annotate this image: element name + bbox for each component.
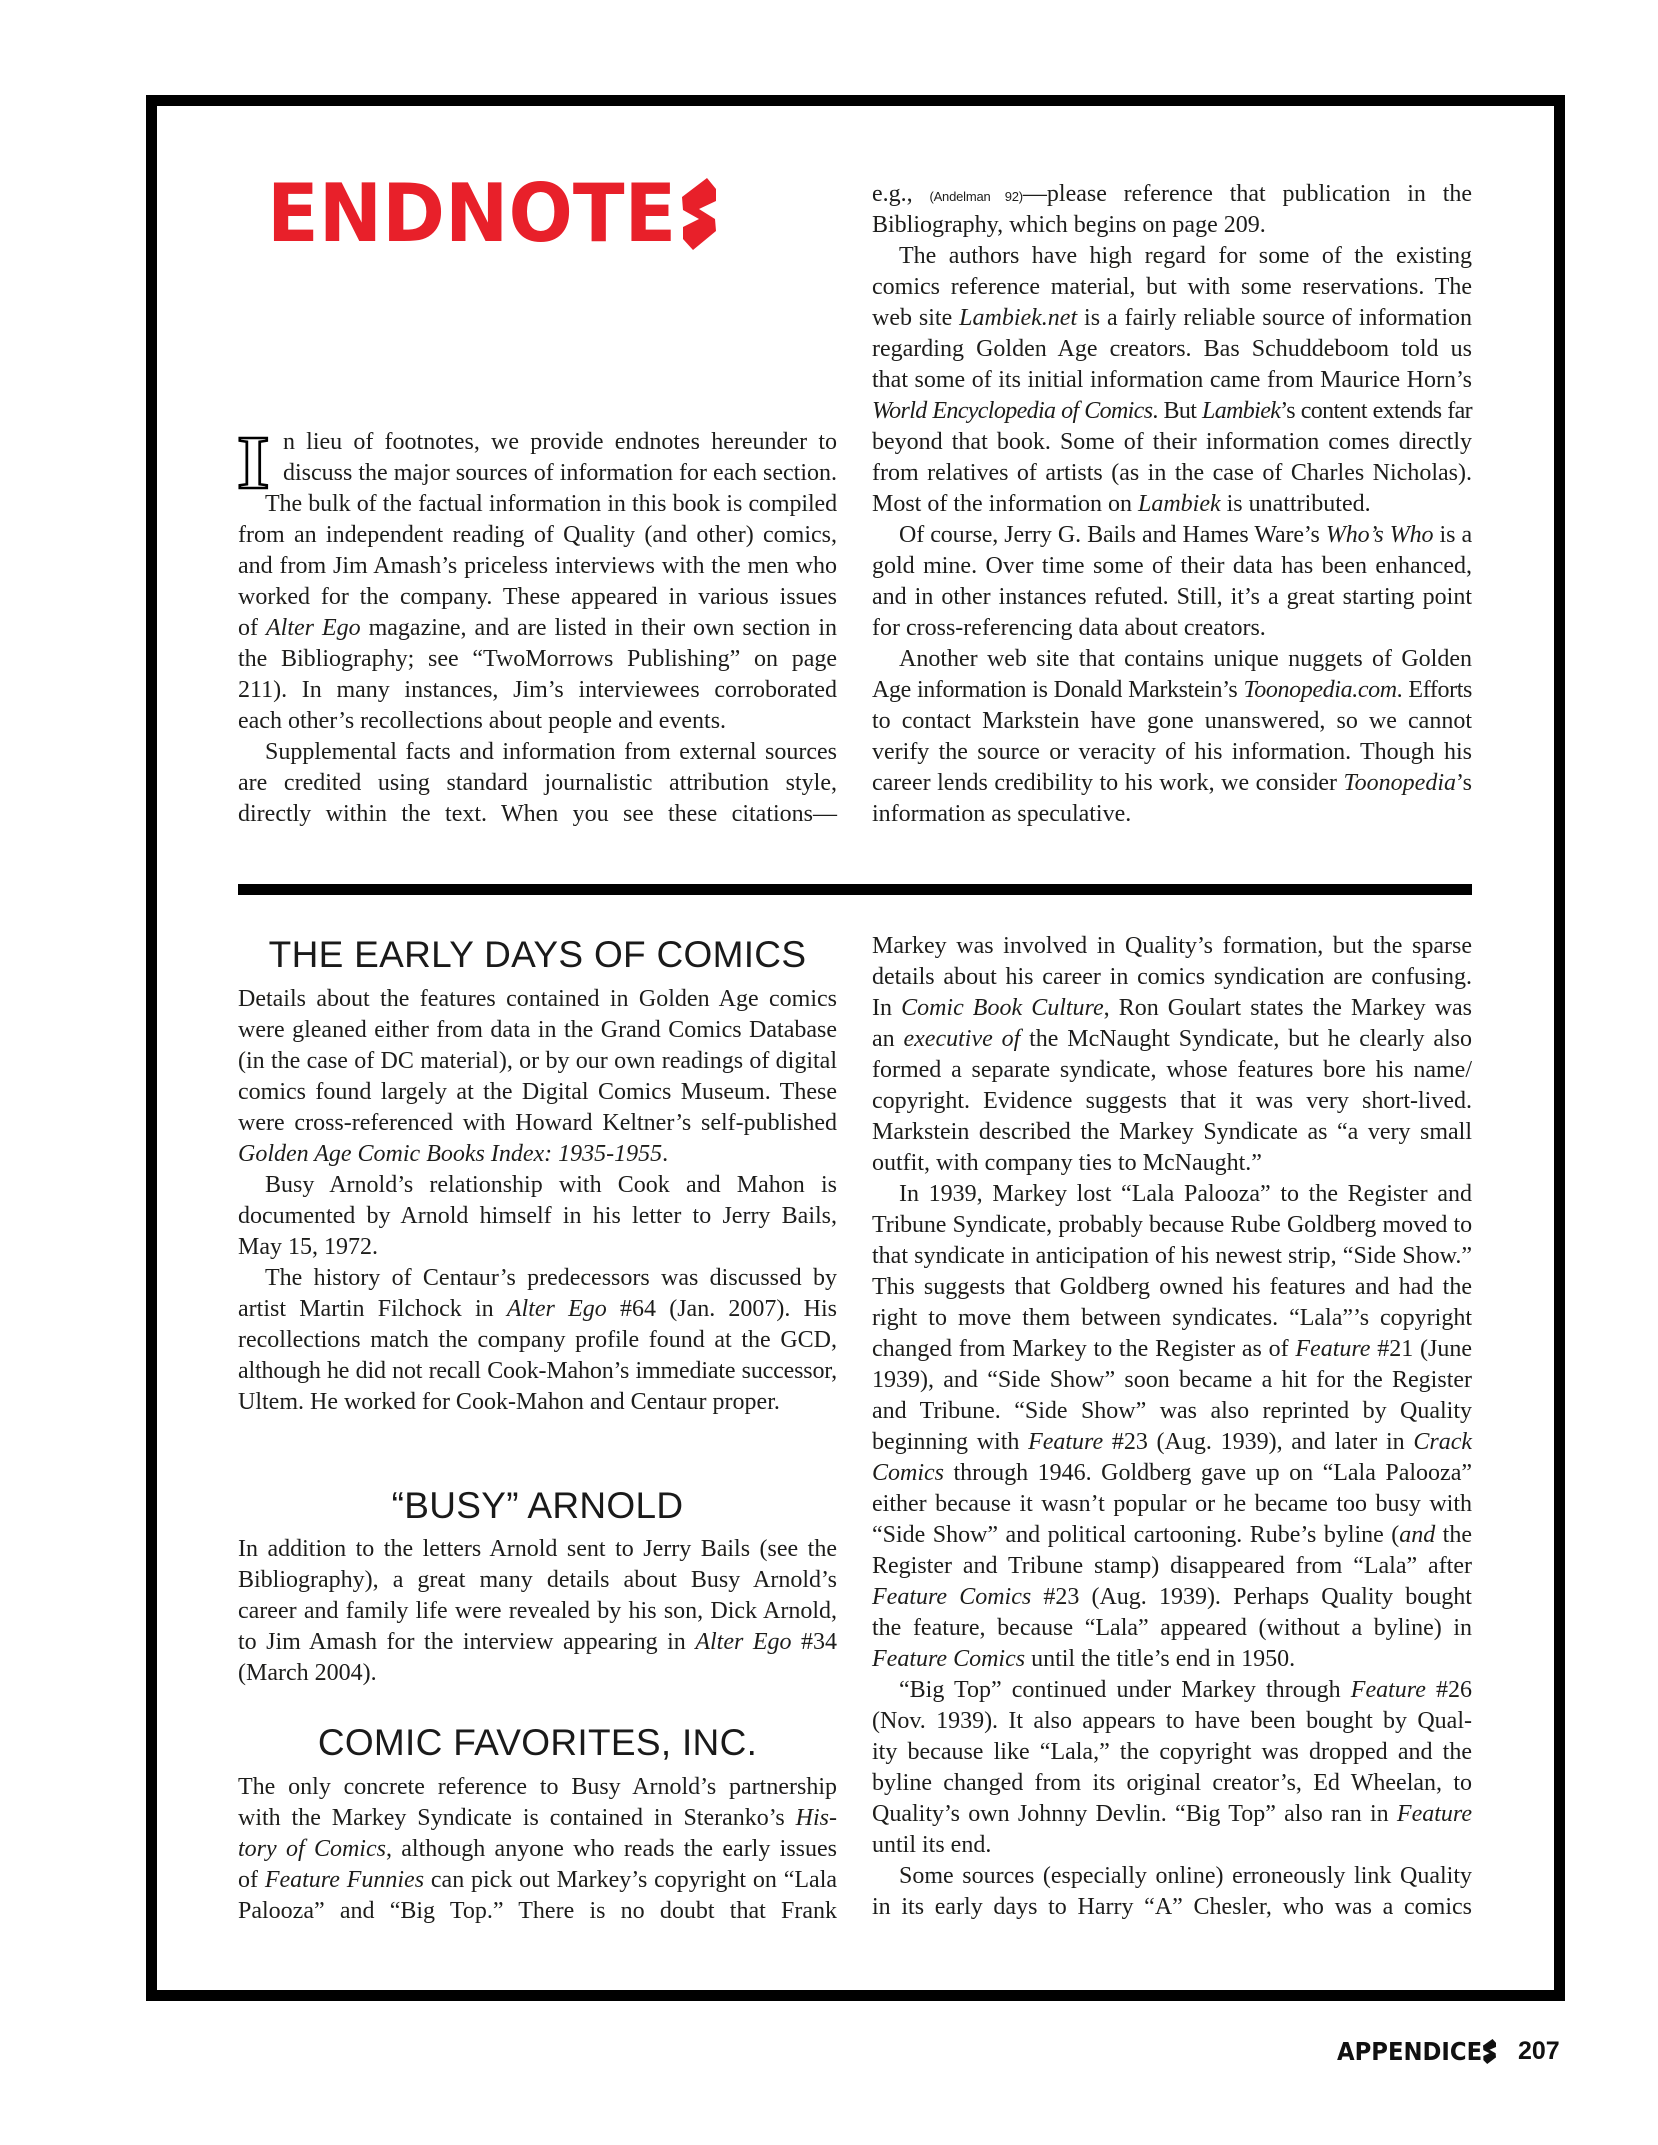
text-line [238, 1834, 837, 1865]
text-line [872, 1365, 1472, 1396]
text-line [872, 737, 1472, 768]
text-line [872, 1861, 1472, 1892]
text-line [872, 1551, 1472, 1582]
text-run: from an independent reading of Quality (and other) comics, [238, 522, 837, 548]
text-run: with the Markey Syndicate is contained in Steranko’s [238, 1805, 796, 1831]
text-line [238, 1534, 837, 1565]
text-run: Age information is Donald Markstein’s [872, 677, 1244, 703]
text-run: Bibliography), a great many details about Busy Arnold’s [238, 1567, 837, 1593]
footer-section-name: APPENDICE [1337, 2037, 1483, 2066]
text-run: recollections match the company profile found at the GCD, [238, 1327, 837, 1353]
text-line [238, 984, 837, 1015]
text-run: Of course, Jerry G. Bails and Hames Ware’s [899, 522, 1326, 548]
text-line [238, 458, 837, 489]
text-line [872, 1055, 1472, 1086]
text-run: documented by Arnold himself in his letter to Jerry Bails, [238, 1203, 837, 1229]
text-run: right to move them between syndicates. “Lala”’s copyright [872, 1305, 1472, 1331]
text-line [872, 1272, 1472, 1303]
zigzag-s-icon [682, 178, 716, 250]
text-run: artist Martin Filchock in [238, 1296, 507, 1322]
section-comic-favorites-text [238, 1772, 837, 1927]
text-run: “Big Top” continued under Markey through [899, 1677, 1351, 1703]
text-line [872, 993, 1472, 1024]
italic-title: Lambiek [1137, 491, 1221, 517]
text-line [238, 1108, 837, 1139]
text-run: “Side Show” and political cartooning. Rube’s byline ( [872, 1522, 1400, 1548]
text-run: Another web site that contains unique nuggets of Golden [899, 646, 1472, 672]
text-run: until its end. [872, 1832, 992, 1858]
section-busy-arnold-text [238, 1534, 837, 1689]
text-run: each other’s recollections about people and events. [238, 708, 727, 734]
text-line [872, 1768, 1472, 1799]
text-run: beyond that book. Some of their information comes directly [872, 429, 1472, 455]
text-line [238, 1596, 837, 1627]
text-line [238, 1139, 837, 1170]
text-run: . Efforts [1396, 677, 1472, 703]
text-line [872, 1582, 1472, 1613]
text-line [872, 1520, 1472, 1551]
text-run: —please reference that publication in the [1022, 181, 1473, 207]
text-run: , Ron Goulart states the Markey was [1103, 995, 1473, 1021]
text-line [872, 1241, 1472, 1272]
stylized-s-glyph [682, 178, 716, 250]
text-run: Palooza” and “Big Top.” There is no doubt that Frank [238, 1898, 837, 1924]
text-run: (Nov. 1939). It also appears to have been bought by Qual- [872, 1708, 1472, 1734]
text-run: (March 2004). [238, 1660, 377, 1686]
text-line [238, 489, 837, 520]
running-footer [1337, 2039, 1567, 2064]
text-run: can pick out Markey’s copyright on “Lala [424, 1867, 838, 1893]
page-title [267, 167, 727, 260]
text-run: of [238, 615, 266, 641]
text-run: an [872, 1026, 904, 1052]
continuation-right-column [872, 931, 1472, 1923]
text-line [238, 1387, 837, 1418]
text-line [872, 1117, 1472, 1148]
section-early-days-text [238, 984, 837, 1418]
text-line [872, 799, 1472, 830]
text-line [872, 1024, 1472, 1055]
text-run: In 1939, Markey lost “Lala Palooza” to the Register and [899, 1181, 1472, 1207]
text-run: for cross-referencing data about creators. [872, 615, 1266, 641]
text-line [872, 1830, 1472, 1861]
italic-title: Feature [1295, 1336, 1371, 1362]
text-line [872, 1644, 1472, 1675]
text-run: to Jim Amash for the interview appearing in [238, 1629, 696, 1655]
text-run: In [872, 995, 902, 1021]
text-run: of [238, 1867, 265, 1893]
italic-title: Lambiek [1202, 398, 1281, 424]
text-line [872, 1799, 1472, 1830]
text-run: through 1946. Goldberg gave up on “Lala Palooza” [944, 1460, 1472, 1486]
text-run: , although anyone who reads the early issues [385, 1836, 838, 1862]
text-line [872, 675, 1472, 706]
text-run: discuss the major sources of information for each section. [283, 460, 837, 486]
text-run: career and family life were revealed by his son, Dick Arnold, [238, 1598, 837, 1624]
text-line [872, 706, 1472, 737]
text-run: This suggests that Goldberg owned his features and had the [872, 1274, 1472, 1300]
text-run: career lends credibility to his work, we consider [872, 770, 1344, 796]
text-run: The only concrete reference to Busy Arnold’s partnership [238, 1774, 837, 1800]
text-run: copyright. Evidence suggests that it was very short-lived. [872, 1088, 1472, 1114]
text-line [872, 1303, 1472, 1334]
text-line [238, 1658, 837, 1689]
text-line [238, 644, 837, 675]
text-run: Tribune Syndicate, probably because Rube Goldberg moved to [872, 1212, 1472, 1238]
text-line [872, 396, 1472, 427]
text-run: is unattributed. [1220, 491, 1371, 517]
intro-right-column [872, 179, 1472, 830]
text-run: web site [872, 305, 960, 331]
text-run: e.g., [872, 181, 930, 207]
text-run: that syndicate in anticipation of his newest strip, “Side Show.” [872, 1243, 1472, 1269]
text-run: . But [1152, 398, 1203, 424]
text-line [872, 551, 1472, 582]
text-run: Markey was involved in Quality’s formation, but the sparse [872, 933, 1472, 959]
italic-title: Feature Comics [872, 1646, 1026, 1672]
text-run: verify the source or veracity of his information. Though his [872, 739, 1472, 765]
text-line [872, 489, 1472, 520]
text-run: from relatives of artists (as in the case of Charles Nicholas). [872, 460, 1472, 486]
text-line [238, 1565, 837, 1596]
text-line [872, 644, 1472, 675]
text-line [238, 706, 837, 737]
text-run: the McNaught Syndicate, but he clearly also [1020, 1026, 1473, 1052]
text-run: In addition to the letters Arnold sent to Jerry Bails (see the [238, 1536, 837, 1562]
drop-cap: I [237, 421, 270, 505]
text-line [238, 1325, 837, 1356]
text-line [872, 1706, 1472, 1737]
italic-title: Feature [1396, 1801, 1472, 1827]
italic-title: World Encyclopedia of Comics [872, 398, 1153, 424]
intro-left-column [237, 421, 837, 830]
text-line [872, 931, 1472, 962]
text-line [872, 303, 1472, 334]
text-line [238, 1772, 837, 1803]
text-run: the [1435, 1522, 1472, 1548]
text-line [872, 1489, 1472, 1520]
italic-title: Feature Funnies [264, 1867, 425, 1893]
text-run: The history of Centaur’s predecessors was discussed by [265, 1265, 837, 1291]
text-run: outfit, with company ties to McNaught.” [872, 1150, 1262, 1176]
text-run: is a [1433, 522, 1472, 548]
text-line [238, 1077, 837, 1108]
text-line [872, 365, 1472, 396]
italic-title: Comic Book Culture [901, 995, 1104, 1021]
italic-title: Toonopedia [1343, 770, 1456, 796]
text-run: 211). In many instances, Jim’s interviewees corroborated [238, 677, 837, 703]
text-run: information as speculative. [872, 801, 1132, 827]
page-number: 207 [1518, 2037, 1560, 2065]
text-line [238, 1356, 837, 1387]
text-run: Most of the information on [872, 491, 1138, 517]
text-run: changed from Markey to the Register as of [872, 1336, 1296, 1362]
text-run: the Bibliography; see “TwoMorrows Publishing” on page [238, 646, 837, 672]
text-run: were cross-referenced with Howard Keltner’s self-published [238, 1110, 837, 1136]
text-run: The bulk of the factual information in this book is compiled [265, 491, 837, 517]
text-line [872, 768, 1472, 799]
section-heading: “BUSY” ARNOLD [391, 1485, 684, 1526]
text-run: 1939), and “Side Show” soon became a hit for the Register [872, 1367, 1472, 1393]
text-line [238, 799, 837, 830]
text-line [872, 1148, 1472, 1179]
italic-title: Who’s Who [1325, 522, 1434, 548]
text-line [238, 551, 837, 582]
text-run: #64 (Jan. 2007). His [606, 1296, 837, 1322]
text-run: Register and Tribune stamp) disappeared from “Lala” after [872, 1553, 1472, 1579]
italic-title: Toonopedia.com [1243, 677, 1397, 703]
text-run: Supplemental facts and information from external sources [265, 739, 837, 765]
text-run: Markstein described the Markey Syndicate as “a very small [872, 1119, 1472, 1145]
text-run: directly within the text. When you see these citations— [238, 801, 837, 827]
text-run: (in the case of DC material), or by our own readings of digital [238, 1048, 837, 1074]
text-run: either because it wasn’t popular or he became too busy with [872, 1491, 1472, 1517]
italic-title: executive of [903, 1026, 1021, 1052]
section-divider-rule [238, 884, 1472, 895]
text-line [872, 1675, 1472, 1706]
text-line [238, 1865, 837, 1896]
text-run: until the title’s end in 1950. [1025, 1646, 1296, 1672]
text-run: . [662, 1141, 669, 1167]
text-run: although he did not recall Cook-Mahon’s immediate successor, [238, 1358, 837, 1384]
text-line [872, 1396, 1472, 1427]
section-heading: THE EARLY DAYS OF COMICS [268, 934, 807, 975]
text-run: Some sources (especially online) erroneously link Quality [899, 1863, 1472, 1889]
text-line [872, 1737, 1472, 1768]
text-line [238, 768, 837, 799]
text-run: Details about the features contained in Golden Age comics [238, 986, 837, 1012]
text-run: gold mine. Over time some of their data has been enhanced, [872, 553, 1472, 579]
text-run: ’s [1455, 770, 1472, 796]
text-run: worked for the company. These appeared in various issues [238, 584, 837, 610]
text-line [872, 613, 1472, 644]
italic-title: and [1399, 1522, 1436, 1548]
text-line [872, 1179, 1472, 1210]
text-line [238, 675, 837, 706]
page-title-text: ENDNOTE [267, 167, 677, 260]
text-line [238, 1232, 837, 1263]
text-run: to contact Markstein have gone unanswered, so we cannot [872, 708, 1472, 734]
text-run: are credited using standard journalistic attribution style, [238, 770, 837, 796]
italic-title: Alter Ego [506, 1296, 607, 1322]
text-line [238, 1015, 837, 1046]
text-run: May 15, 1972. [238, 1234, 378, 1260]
text-line [872, 582, 1472, 613]
text-line [238, 1170, 837, 1201]
text-run: Busy Arnold’s relationship with Cook and Mahon is [265, 1172, 837, 1198]
text-line [238, 582, 837, 613]
text-line [238, 1201, 837, 1232]
text-run: Quality’s own Johnny Devlin. “Big Top” also ran in [872, 1801, 1397, 1827]
text-line [872, 1334, 1472, 1365]
text-run: #21 (June [1370, 1336, 1472, 1362]
text-line [238, 1627, 837, 1658]
text-run: n lieu of footnotes, we provide endnotes hereunder to [283, 429, 837, 455]
text-line [238, 1896, 837, 1927]
italic-title: Alter Ego [265, 615, 361, 641]
text-line [238, 613, 837, 644]
text-line [238, 737, 837, 768]
text-line [872, 241, 1472, 272]
italic-title: tory of Comics [238, 1836, 386, 1862]
text-run: comics reference material, but with some reservations. The [872, 274, 1472, 300]
text-line [238, 1263, 837, 1294]
text-line [872, 1086, 1472, 1117]
text-run: The authors have high regard for some of the existing [899, 243, 1472, 269]
stylized-s-glyph [1483, 2039, 1496, 2064]
text-line [872, 1427, 1472, 1458]
text-line [872, 1458, 1472, 1489]
text-line [238, 1294, 837, 1325]
text-run: in its early days to Harry “A” Chesler, who was a comics [872, 1894, 1472, 1920]
text-line [872, 1210, 1472, 1241]
text-run: #26 [1425, 1677, 1473, 1703]
citation: (Andelman 92) [929, 189, 1023, 204]
text-run: details about his career in comics syndication are confusing. [872, 964, 1472, 990]
text-run: #23 (Aug. 1939). Perhaps Quality bought [1031, 1584, 1472, 1610]
text-run: and from Jim Amash’s priceless interviews with the men who [238, 553, 837, 579]
text-line [238, 1803, 837, 1834]
text-line [872, 458, 1472, 489]
text-line [872, 179, 1472, 210]
zigzag-s-icon [1483, 2039, 1496, 2064]
text-run: the feature, because “Lala” appeared (without a byline) in [872, 1615, 1472, 1641]
italic-title: Lambiek.net [959, 305, 1078, 331]
text-run: #23 (Aug. 1939), and later in [1103, 1429, 1414, 1455]
text-line [872, 1892, 1472, 1923]
text-line [238, 427, 837, 458]
text-run: formed a separate syndicate, whose features bore his name/ [872, 1057, 1472, 1083]
italic-title: Comics [872, 1460, 944, 1486]
italic-title: Crack [1413, 1429, 1472, 1455]
text-line [872, 1613, 1472, 1644]
text-run: ’s content extends far [1280, 398, 1472, 424]
text-line [872, 962, 1472, 993]
italic-title: Feature [1028, 1429, 1104, 1455]
text-line [872, 210, 1472, 241]
text-run: were gleaned either from data in the Grand Comics Database [238, 1017, 837, 1043]
italic-title: Alter Ego [695, 1629, 792, 1655]
text-line [238, 520, 837, 551]
italic-title: His- [795, 1805, 837, 1831]
text-run: that some of its initial information came from Maurice Horn’s [872, 367, 1472, 393]
text-run: byline changed from its original creator’s, Ed Wheelan, to [872, 1770, 1472, 1796]
text-run: is a fairly reliable source of information [1077, 305, 1473, 331]
text-line [872, 427, 1472, 458]
text-run: magazine, and are listed in their own section in [360, 615, 837, 641]
text-run: and in other instances refuted. Still, it’s a great starting point [872, 584, 1472, 610]
text-run: Bibliography, which begins on page 209. [872, 212, 1266, 238]
text-line [238, 1046, 837, 1077]
italic-title: Golden Age Comic Books Index: 1935-1955 [238, 1141, 663, 1167]
text-run: beginning with [872, 1429, 1029, 1455]
section-heading: COMIC FAVORITES, INC. [317, 1722, 758, 1763]
italic-title: Feature [1350, 1677, 1426, 1703]
italic-title: Feature Comics [872, 1584, 1032, 1610]
text-line [872, 272, 1472, 303]
text-run: Ultem. He worked for Cook-Mahon and Centaur proper. [238, 1389, 780, 1415]
text-run: and Tribune. “Side Show” was also reprinted by Quality [872, 1398, 1472, 1424]
text-line [872, 334, 1472, 365]
text-line [872, 520, 1472, 551]
text-run: ity because like “Lala,” the copyright was dropped and the [872, 1739, 1472, 1765]
text-run: #34 [791, 1629, 838, 1655]
text-run: regarding Golden Age creators. Bas Schuddeboom told us [872, 336, 1472, 362]
text-run: comics found largely at the Digital Comics Museum. These [238, 1079, 837, 1105]
